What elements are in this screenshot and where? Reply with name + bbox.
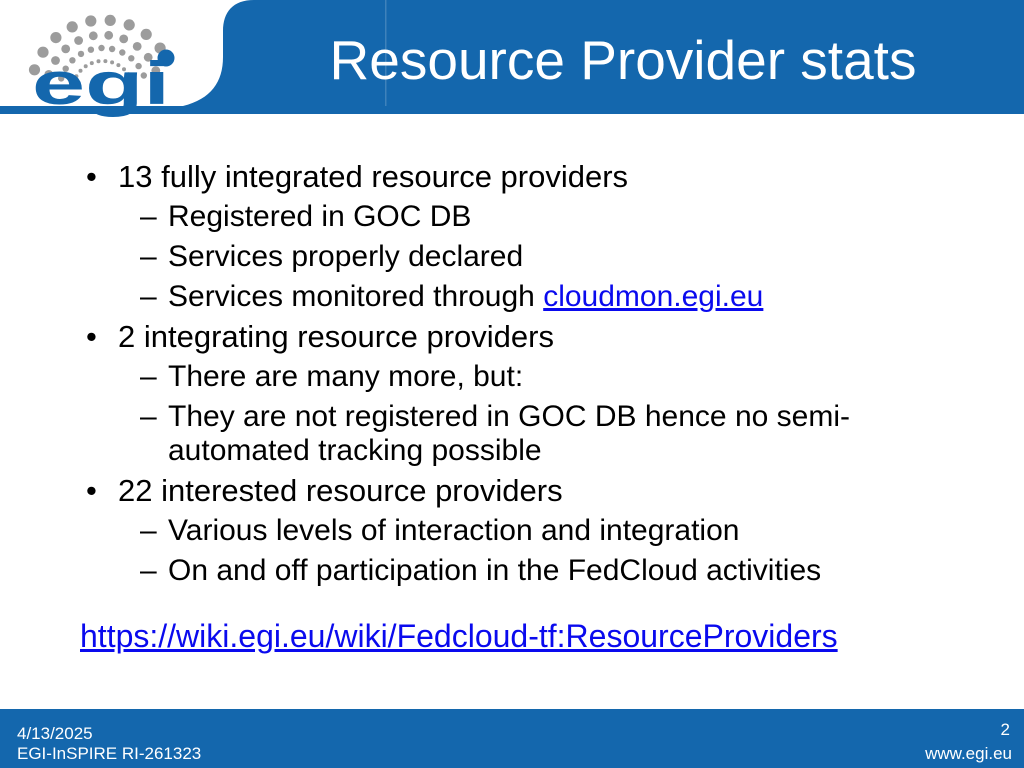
bullet-dot-icon: • <box>86 319 97 354</box>
egi-logo-dot-icon <box>105 15 116 26</box>
bullet-dash-icon: – <box>140 200 157 233</box>
bullet-dash-icon: – <box>140 360 157 393</box>
bullet-text: On and off participation in the FedCloud activities <box>168 554 822 587</box>
egi-logo <box>8 2 198 120</box>
bullet-item <box>0 240 1024 274</box>
bullet-item <box>0 514 1024 548</box>
bullet-item <box>0 280 1024 314</box>
egi-logo-dot-icon <box>104 31 113 40</box>
wiki-link[interactable]: https://wiki.egi.eu/wiki/Fedcloud-tf:ResourceProviders <box>80 618 838 654</box>
bullet-dash-icon: – <box>140 554 157 587</box>
bullet-item <box>0 160 1024 194</box>
bullet-text: There are many more, but: <box>168 360 524 393</box>
bullet-text: Various levels of interaction and integration <box>168 514 740 547</box>
egi-logo-dot-icon <box>50 32 61 43</box>
bullet-dash-icon: – <box>140 514 157 547</box>
bullet-item <box>0 320 1024 354</box>
bullet-dash-icon: – <box>140 280 157 313</box>
egi-logo-dot-icon <box>89 31 98 40</box>
footer-date: 4/13/2025 <box>17 724 93 743</box>
egi-logo-text: egi <box>32 50 170 117</box>
cloudmon-link[interactable]: cloudmon.egi.eu <box>543 280 764 313</box>
bullet-text: Registered in GOC DB <box>168 200 472 233</box>
bullet-item <box>0 400 1024 468</box>
page-number: 2 <box>1000 720 1010 739</box>
slide-title: Resource Provider stats <box>329 29 917 91</box>
bullet-text: 22 interested resource providers <box>118 473 563 508</box>
bullet-text: 13 fully integrated resource providers <box>118 159 629 194</box>
bullet-dash-icon: – <box>140 240 157 273</box>
egi-logo-dot-icon <box>85 15 96 26</box>
bullet-item <box>0 200 1024 234</box>
footer-left-block <box>17 724 201 764</box>
bullet-dot-icon: • <box>86 473 97 508</box>
bullet-text: Services properly declared <box>168 240 524 273</box>
bullet-item <box>0 554 1024 588</box>
egi-logo-dot-icon <box>124 19 135 30</box>
egi-logo-dot-icon <box>119 35 128 44</box>
footer-website: www.egi.eu <box>925 744 1012 763</box>
slide-body <box>0 160 1024 654</box>
egi-logo-dot-icon <box>141 29 152 40</box>
egi-logo-dot-icon <box>67 21 78 32</box>
wiki-link-line <box>80 618 1024 654</box>
bullet-text: Services monitored through <box>168 280 544 313</box>
bullet-text: They are not registered in GOC DB hence no semi-automated tracking possible <box>168 400 850 467</box>
bullet-item <box>0 360 1024 394</box>
footer-project-ref: EGI-InSPIRE RI-261323 <box>17 744 202 763</box>
bullet-dot-icon: • <box>86 159 97 194</box>
bullet-list <box>0 160 1024 588</box>
slide-footer <box>0 709 1024 768</box>
egi-logo-dot-icon <box>74 36 83 45</box>
bullet-text: 2 integrating resource providers <box>118 319 554 354</box>
bullet-item <box>0 474 1024 508</box>
bullet-dash-icon: – <box>140 400 157 433</box>
